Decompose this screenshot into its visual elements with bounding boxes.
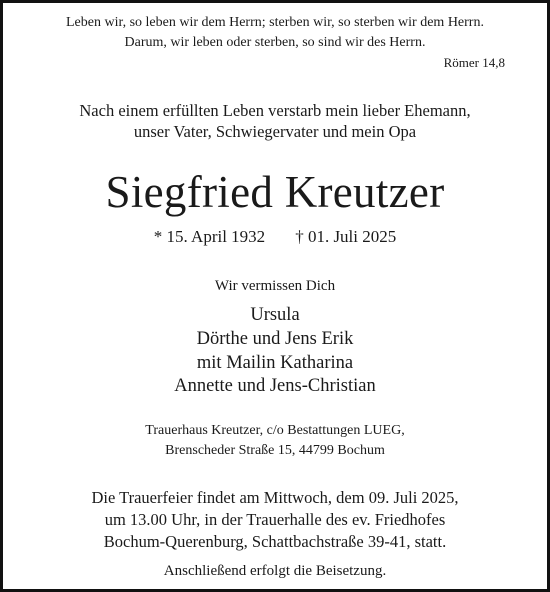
address-line-2: Brenscheder Straße 15, 44799 Bochum xyxy=(165,443,385,458)
birth-date: * 15. April 1932 xyxy=(153,227,266,246)
life-dates xyxy=(3,227,547,247)
deceased-name: Siegfried Kreutzer xyxy=(105,167,445,217)
mourners-heading: Wir vermissen Dich xyxy=(214,278,336,294)
bible-verse-reference: Römer 14,8 xyxy=(443,55,505,70)
mourner-name-2: Dörthe und Jens Erik xyxy=(196,329,354,349)
intro-line-1: Nach einem erfüllten Leben verstarb mein lieber Ehemann, xyxy=(79,101,471,120)
mourner-name-4: Annette und Jens-Christian xyxy=(174,376,376,396)
death-date: † 01. Juli 2025 xyxy=(295,227,397,246)
ceremony-line-1: Die Trauerfeier findet am Mittwoch, dem 09. Juli 2025, xyxy=(91,488,459,507)
ceremony-line-3: Bochum-Querenburg, Schattbachstraße 39-41, statt. xyxy=(103,532,447,551)
bible-verse-line-2: Darum, wir leben oder sterben, so sind wir des Herrn. xyxy=(124,35,426,50)
intro-line-2: unser Vater, Schwiegervater und mein Opa xyxy=(133,122,417,141)
bible-verse-line-1: Leben wir, so leben wir dem Herrn; sterben wir, so sterben wir dem Herrn. xyxy=(66,15,484,30)
ceremony-line-2: um 13.00 Uhr, in der Trauerhalle des ev. Friedhofes xyxy=(104,510,446,529)
address-line-1: Trauerhaus Kreutzer, c/o Bestattungen LUEG, xyxy=(145,423,405,438)
mourner-name-1: Ursula xyxy=(250,305,300,325)
burial-note: Anschließend erfolgt die Beisetzung. xyxy=(163,563,387,579)
mourner-name-3: mit Mailin Katharina xyxy=(196,353,354,373)
